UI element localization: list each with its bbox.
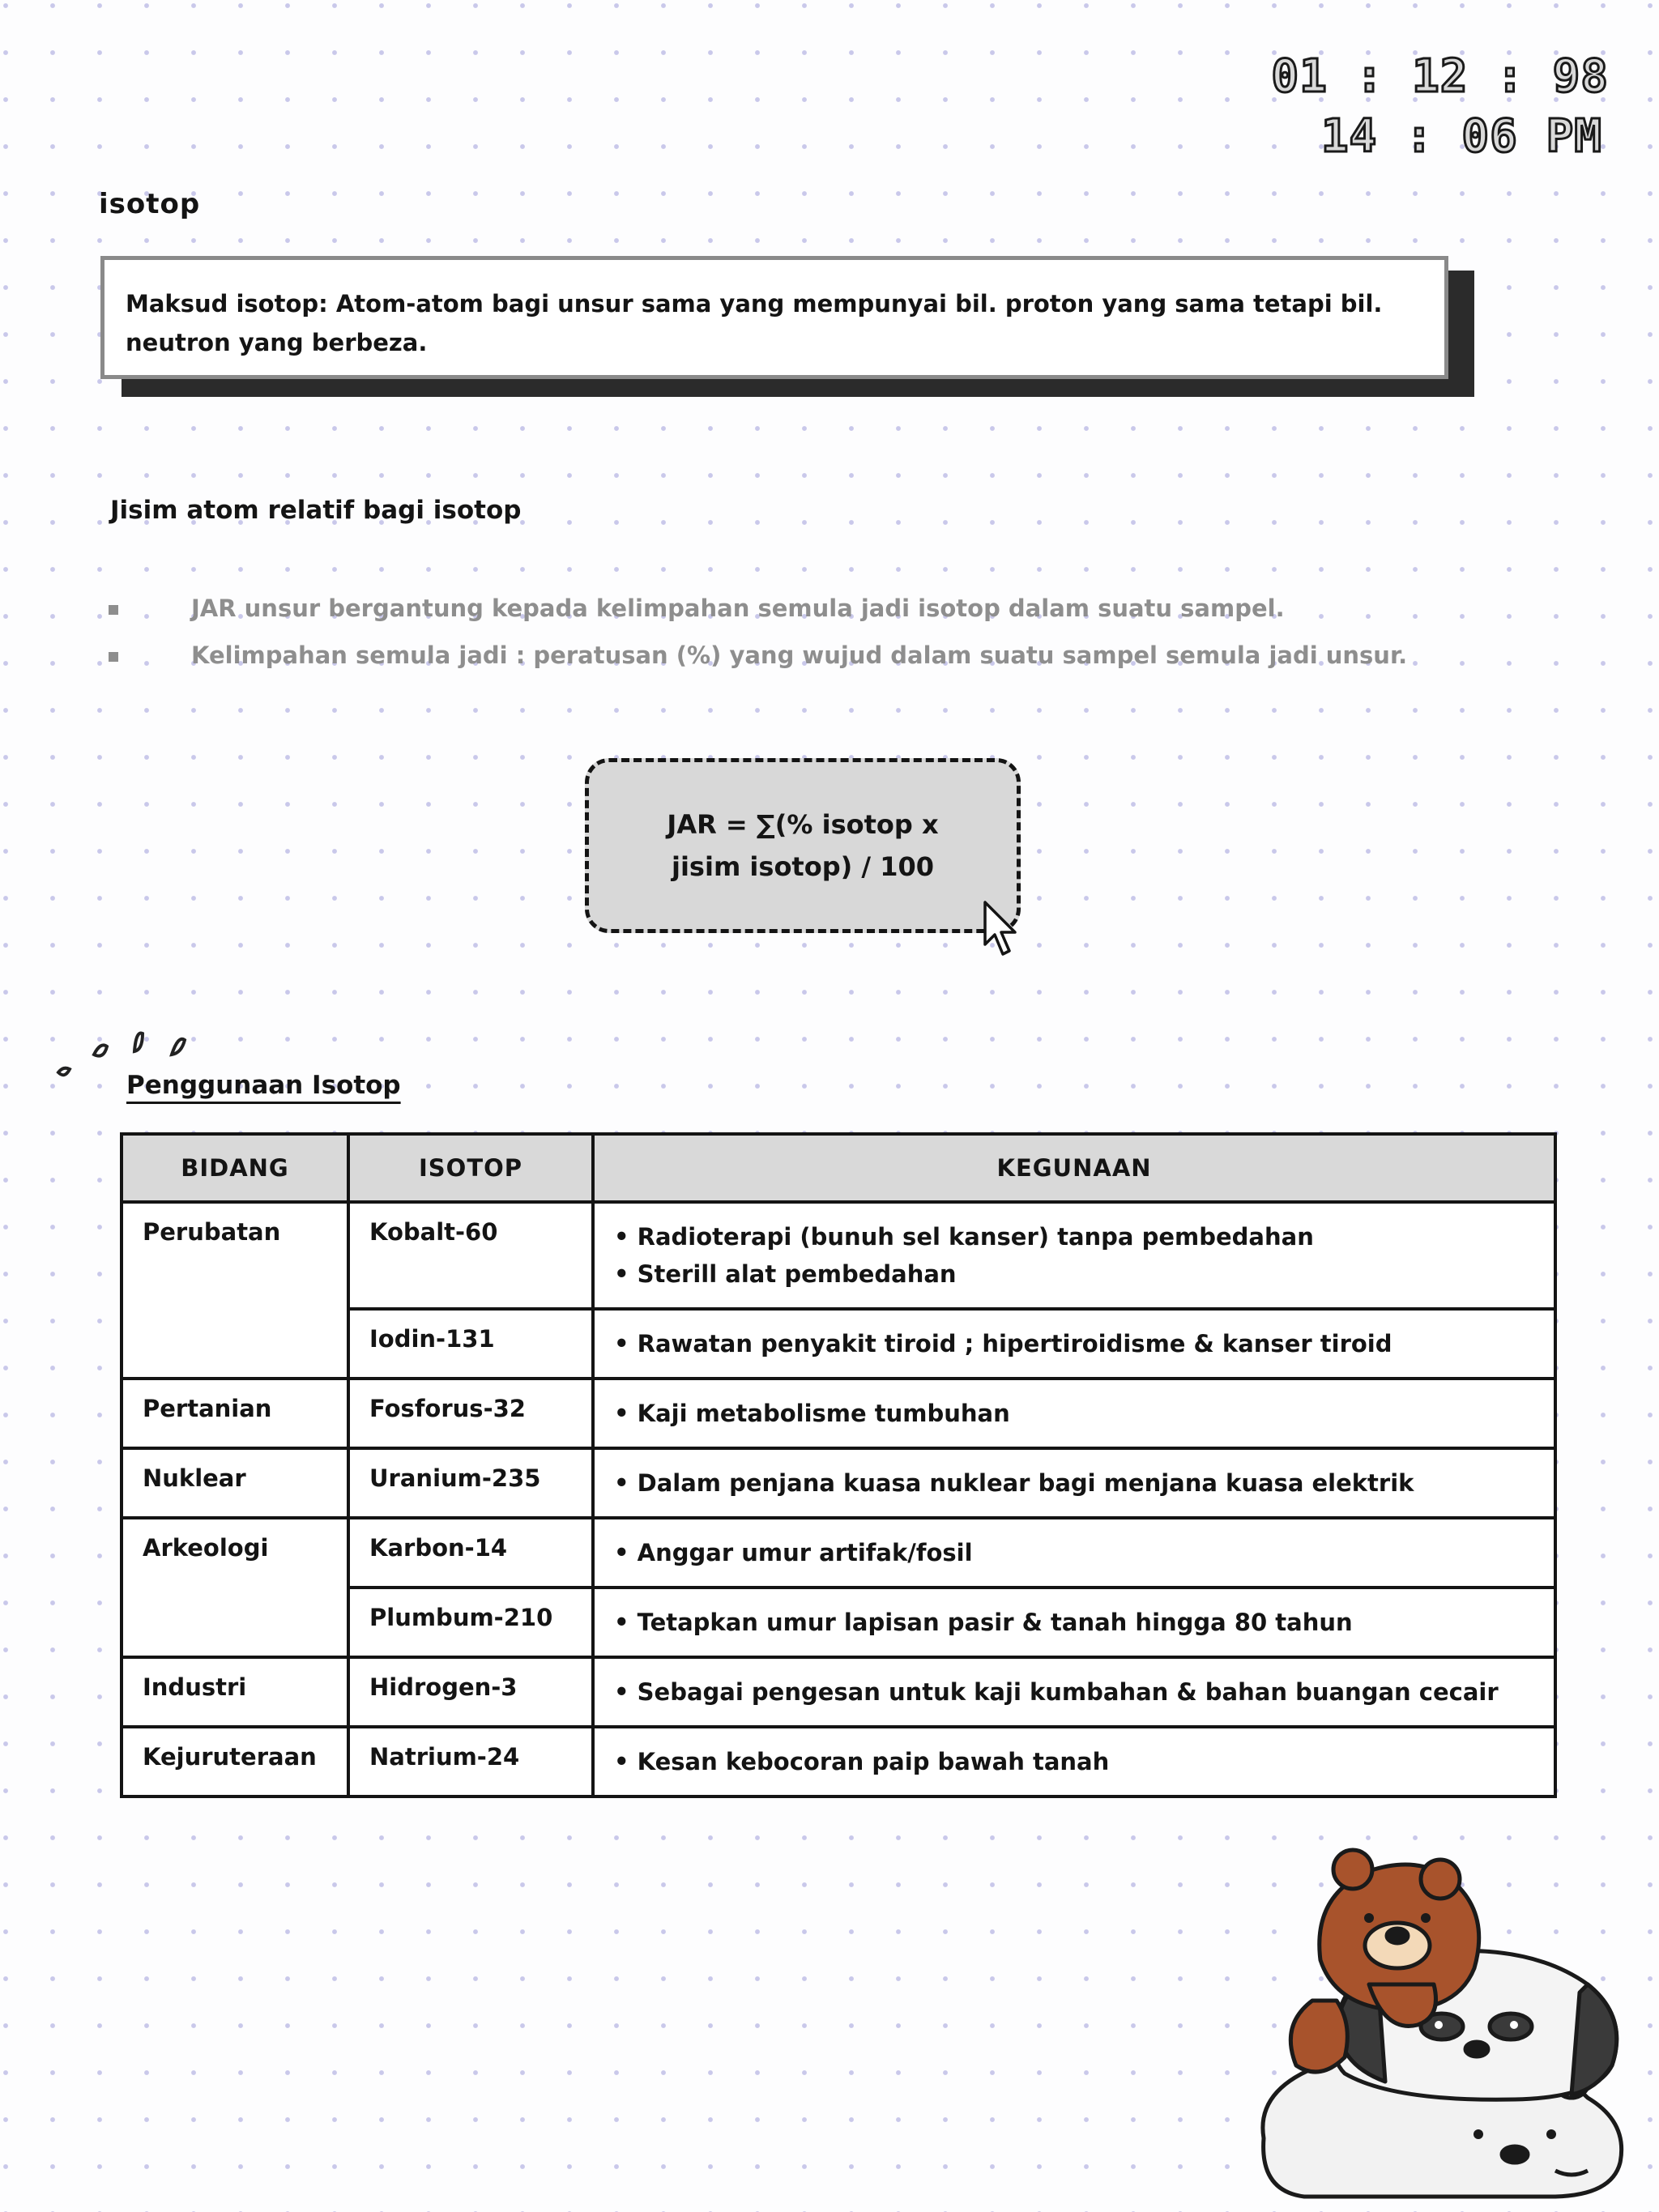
cell-bidang: Perubatan xyxy=(122,1202,348,1379)
usage-heading: Penggunaan Isotop xyxy=(126,1071,401,1100)
cell-isotop: Natrium-24 xyxy=(348,1727,593,1796)
header-isotop: ISOTOP xyxy=(348,1134,593,1202)
use-item: • Rawatan penyakit tiroid ; hipertiroidisme & kanser tiroid xyxy=(614,1325,1534,1362)
cell-kegunaan xyxy=(593,1309,1555,1379)
cell-kegunaan xyxy=(593,1202,1555,1309)
bullet-marker xyxy=(109,605,118,615)
table-row xyxy=(122,1727,1555,1796)
table-row xyxy=(122,1448,1555,1518)
cell-isotop: Hidrogen-3 xyxy=(348,1657,593,1727)
cell-isotop: Plumbum-210 xyxy=(348,1588,593,1657)
use-item: • Sterill alat pembedahan xyxy=(614,1255,1534,1293)
table-header-row xyxy=(122,1134,1555,1202)
use-item: • Kaji metabolisme tumbuhan xyxy=(614,1395,1534,1432)
header-bidang: BIDANG xyxy=(122,1134,348,1202)
use-item: • Sebagai pengesan untuk kaji kumbahan & bahan buangan cecair xyxy=(614,1673,1534,1711)
cell-kegunaan xyxy=(593,1448,1555,1518)
cell-isotop: Uranium-235 xyxy=(348,1448,593,1518)
cell-kegunaan xyxy=(593,1727,1555,1796)
cell-bidang: Kejuruteraan xyxy=(122,1727,348,1796)
cell-isotop: Fosforus-32 xyxy=(348,1379,593,1448)
table-row xyxy=(122,1657,1555,1727)
table-row xyxy=(122,1518,1555,1588)
bullet-text: Kelimpahan semula jadi : peratusan (%) yang wujud dalam suatu sampel semula jadi unsur. xyxy=(191,641,1408,669)
use-item: • Anggar umur artifak/fosil xyxy=(614,1534,1534,1571)
table-row xyxy=(122,1379,1555,1448)
cell-bidang: Pertanian xyxy=(122,1379,348,1448)
section-heading: Jisim atom relatif bagi isotop xyxy=(110,496,522,525)
mouse-cursor-icon xyxy=(982,899,1021,959)
bullet-item xyxy=(109,595,1285,622)
clock-time: 14 : 06 PM xyxy=(1320,110,1602,163)
bullet-text: JAR unsur bergantung kepada kelimpahan semula jadi isotop dalam suatu sampel. xyxy=(191,595,1285,622)
cell-bidang: Arkeologi xyxy=(122,1518,348,1657)
clock-date: 01 : 12 : 98 xyxy=(1271,50,1609,103)
use-item: • Radioterapi (bunuh sel kanser) tanpa pembedahan xyxy=(614,1218,1534,1255)
bullet-marker xyxy=(109,652,118,662)
cell-bidang: Industri xyxy=(122,1657,348,1727)
cell-kegunaan xyxy=(593,1518,1555,1588)
definition-box[interactable]: Maksud isotop: Atom-atom bagi unsur sama yang mempunyai bil. proton yang sama tetapi bil. neutron yang berbeza. xyxy=(100,256,1448,379)
formula-box[interactable] xyxy=(585,758,1021,933)
page-title: isotop xyxy=(99,188,201,220)
cell-kegunaan xyxy=(593,1588,1555,1657)
bullet-item xyxy=(109,641,1407,669)
use-item: • Kesan kebocoran paip bawah tanah xyxy=(614,1743,1534,1780)
use-item: • Tetapkan umur lapisan pasir & tanah hingga 80 tahun xyxy=(614,1604,1534,1641)
isotope-usage-table xyxy=(120,1132,1557,1798)
cell-isotop: Kobalt-60 xyxy=(348,1202,593,1309)
cell-bidang: Nuklear xyxy=(122,1448,348,1518)
cell-kegunaan xyxy=(593,1379,1555,1448)
header-kegunaan: KEGUNAAN xyxy=(593,1134,1555,1202)
cell-isotop: Iodin-131 xyxy=(348,1309,593,1379)
stacked-bears-sticker xyxy=(1247,1822,1644,2203)
use-item: • Dalam penjana kuasa nuklear bagi menjana kuasa elektrik xyxy=(614,1464,1534,1502)
formula-text: JAR = ∑(% isotop x jisim isotop) / 100 xyxy=(667,809,939,882)
cell-isotop: Karbon-14 xyxy=(348,1518,593,1588)
cell-kegunaan xyxy=(593,1657,1555,1727)
table-row xyxy=(122,1202,1555,1309)
